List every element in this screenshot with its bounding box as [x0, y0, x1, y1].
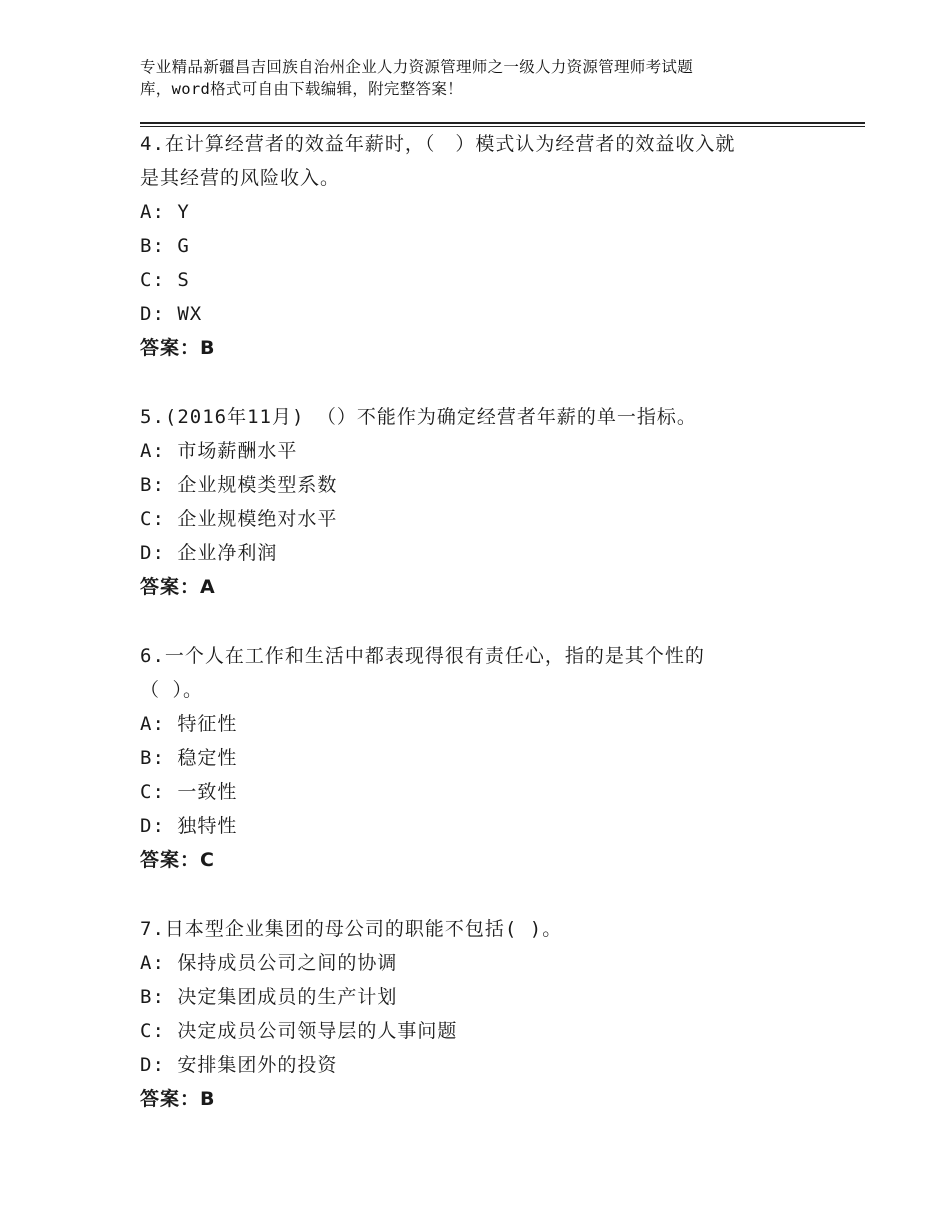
option-c: C: 一致性: [140, 781, 238, 803]
option-b: B: G: [140, 235, 190, 257]
answer: 答案：B: [140, 1088, 216, 1110]
option-b: B: 决定集团成员的生产计划: [140, 986, 398, 1008]
answer: 答案：C: [140, 849, 215, 871]
header-line-1: 专业精品新疆昌吉回族自治州企业人力资源管理师之一级人力资源管理师考试题: [140, 58, 694, 76]
option-a: A: 市场薪酬水平: [140, 440, 298, 462]
option-d: D: WX: [140, 303, 203, 325]
question-stem-line: 6.一个人在工作和生活中都表现得很有责任心，指的是其个性的: [140, 645, 705, 667]
question-5: [140, 400, 820, 604]
question-stem-line: 7.日本型企业集团的母公司的职能不包括( )。: [140, 918, 563, 940]
question-stem-line: 是其经营的风险收入。: [140, 167, 341, 189]
option-a: A: 特征性: [140, 713, 238, 735]
option-c: C: 决定成员公司领导层的人事问题: [140, 1020, 458, 1042]
question-4: [140, 127, 820, 365]
option-d: D: 独特性: [140, 815, 238, 837]
answer: 答案：A: [140, 576, 216, 598]
option-c: C: 企业规模绝对水平: [140, 508, 338, 530]
option-a: A: Y: [140, 201, 190, 223]
answer: 答案：B: [140, 337, 216, 359]
question-stem-line: 4.在计算经营者的效益年薪时，（ ）模式认为经营者的效益收入就: [140, 133, 736, 155]
question-7: [140, 912, 820, 1116]
option-c: C: S: [140, 269, 190, 291]
document-header: [140, 56, 830, 100]
question-stem-line: （ ）。: [140, 679, 203, 701]
question-6: [140, 639, 820, 877]
option-d: D: 企业净利润: [140, 542, 278, 564]
option-d: D: 安排集团外的投资: [140, 1054, 338, 1076]
option-b: B: 企业规模类型系数: [140, 474, 338, 496]
header-rule-thick: [140, 122, 865, 124]
question-stem-line: 5.(2016年11月) （）不能作为确定经营者年薪的单一指标。: [140, 406, 697, 428]
option-a: A: 保持成员公司之间的协调: [140, 952, 398, 974]
option-b: B: 稳定性: [140, 747, 238, 769]
header-line-2: 库，word格式可自由下载编辑，附完整答案！: [140, 80, 463, 98]
